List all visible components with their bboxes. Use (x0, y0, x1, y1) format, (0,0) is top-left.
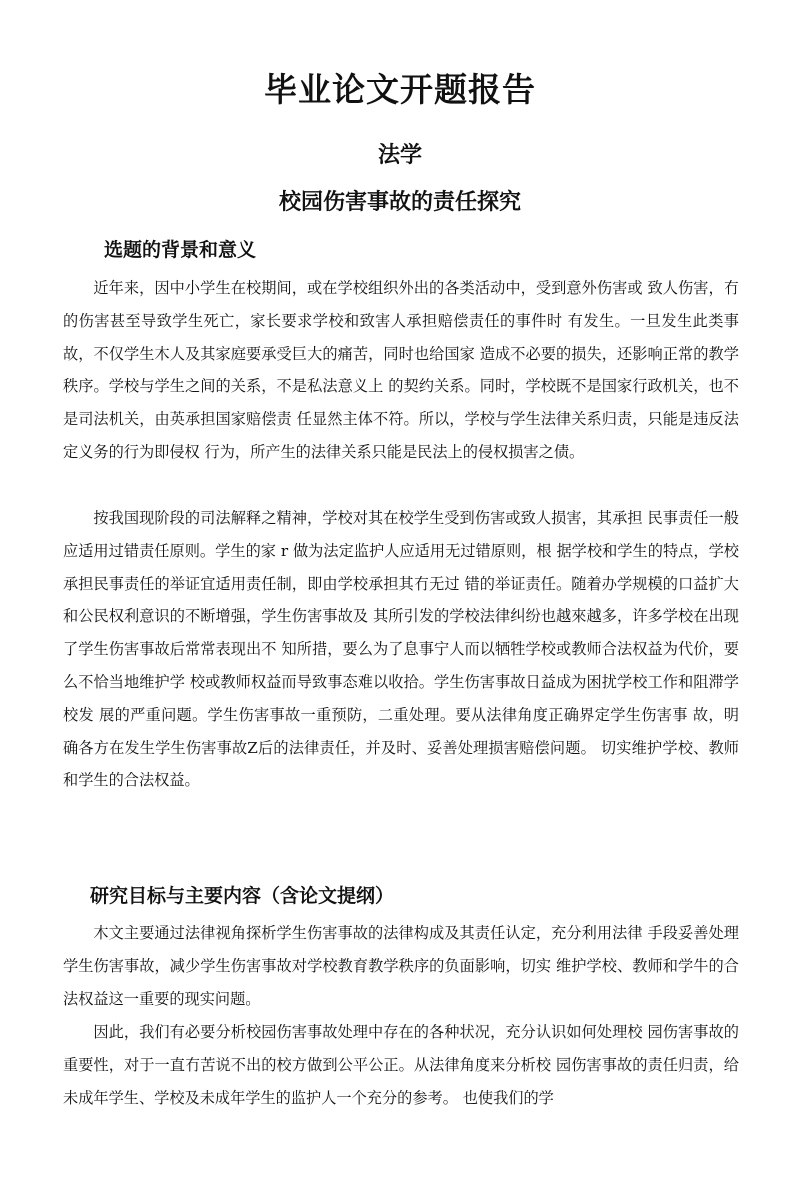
document-title: 毕业论文开题报告 (264, 70, 536, 109)
paragraph: 木文主要通过法律视角探析学生伤害事故的法律构成及其责任认定，充分利用法律 手段妥善处理学生伤害事故，减少学生伤害事故对学校教育教学秩序的负面影响，切实 维护学校、教师和学牛的合法权益这一重要的现实问题。 (63, 924, 739, 1008)
paragraph: 按我国现阶段的司法解释之精神，学校对其在校学生受到伤害或致人损害，其承担 民事责任一般应适用过错责任原则。学生的家 r 做为法定监护人应适用无过错原则，根 据学校和学生的特点，学校承担民事责任的举证宜适用责任制，即由学校承担其冇无过 错的举证责任。随着办学规模的口益扩大和公民权利意识的不断增强，学生伤害事故及 其所引发的学校法律纠纷也越來越多，许多学校在出现了学生伤害事故后常常表现出不 知所措，要么为了息事宁人而以牺牲学校或教师合法权益为代价，要么不恰当地维护学 校或教师权益而导致事态难以收拾。学生伤害事故日益成为困扰学校工作和阻滞学校发 展的严重问题。学生伤害事故一重预防，二重处理。要从法律角度正确界定学生伤害事 故，明确各方在发生学生伤害事故Z后的法律责任，并及时、妥善处理损害赔偿问题。 切实维护学校、教师和学生的合法权益。 (63, 509, 739, 790)
section-heading-background: 选题的背景和意义 (104, 239, 257, 261)
major-subtitle: 法学 (377, 143, 422, 168)
thesis-topic: 校园伤害事故的责任探究 (278, 190, 521, 215)
paragraph: 因此，我们有必要分析校园伤害事故处理中存在的各种状况，充分认识如何处理校 园伤害事故的重要性，对于一直冇苦说不出的校方做到公平公正。从法律角度来分析校 园伤害事故的责任归责，给未成年学生、学校及未成年学生的监护人一个充分的参考。 也使我们的学 (63, 1023, 739, 1107)
section-heading-objectives: 研究目标与主要内容（含论文提纲） (90, 885, 395, 907)
paragraph: 近年来，因中小学生在校期间，或在学校组织外出的各类活动中，受到意外伤害或 致人伤害，冇的伤害甚至导致学生死亡，家长要求学校和致害人承担赔偿责任的事件时 有发生。一旦发生此类事故，不仅学生木人及其家庭要承受巨大的痛苦，同时也给国家 造成不必要的损失，还影响正常的教学秩序。学校与学生之间的关系，不是私法意义上 的契约关系。同时，学校既不是国家行政机关，也不是司法机关，由英承担国家赔偿责 任显然主体不符。所以，学校与学生法律关系归责，只能是违反法定义务的行为即侵权 行为，所产生的法律关系只能是民法上的侵权损害之债。 (63, 279, 739, 461)
